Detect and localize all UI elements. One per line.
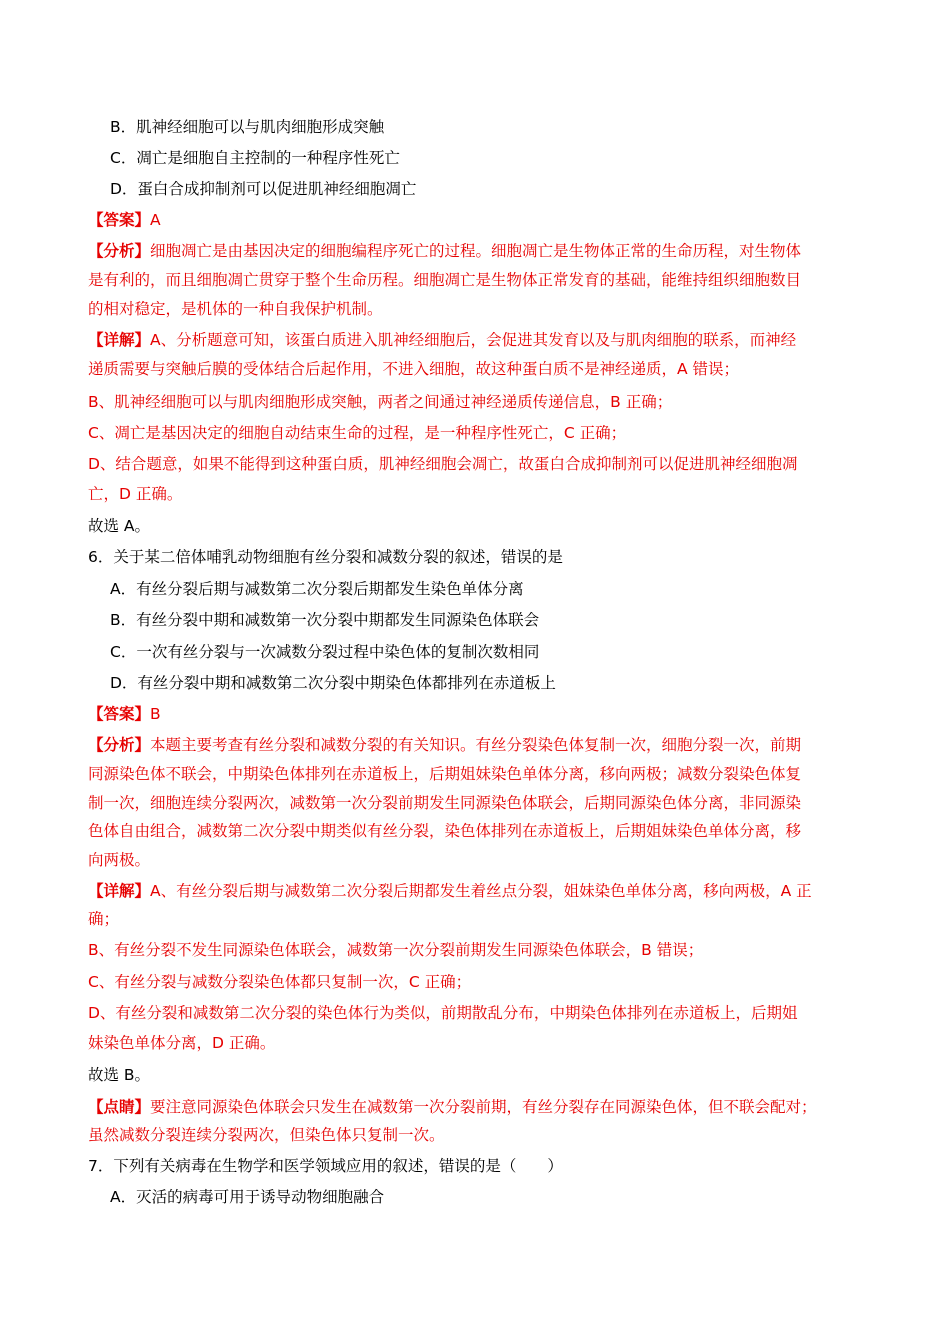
q5-detail-line-3: B、肌神经细胞可以与肌肉细胞形成突触，两者之间通过神经递质传递信息，B 正确；: [88, 393, 673, 411]
q6-answer-line: [88, 703, 161, 725]
q6-stem: 6．关于某二倍体哺乳动物细胞有丝分裂和减数分裂的叙述，错误的是: [88, 548, 563, 566]
q6-remark-line-2: 虽然减数分裂连续分裂两次，但染色体只复制一次。: [88, 1126, 445, 1144]
q5-detail-line-6: 亡，D 正确。: [88, 485, 183, 503]
q5-detail-line-5: D、结合题意，如果不能得到这种蛋白质，肌神经细胞会凋亡，故蛋白合成抑制剂可以促进肌神经细胞凋: [88, 455, 798, 473]
analysis-tag: 【分析】: [88, 736, 151, 754]
q6-analysis-line-5: 向两极。: [88, 851, 151, 869]
q5-analysis-text: 细胞凋亡是由基因决定的细胞编程序死亡的过程。细胞凋亡是生物体正常的生命历程，对生物体: [150, 242, 802, 260]
analysis-tag: 【分析】: [88, 242, 151, 260]
q6-detail-text: A、有丝分裂后期与减数第二次分裂后期都发生着丝点分裂，姐妹染色单体分离，移向两极，A 正: [150, 882, 812, 900]
q6-detail-line-6: 妹染色单体分离，D 正确。: [88, 1034, 276, 1052]
answer-tag: 【答案】: [88, 705, 151, 723]
q6-option-c: C．一次有丝分裂与一次减数分裂过程中染色体的复制次数相同: [110, 643, 540, 661]
q7-option-a: A．灭活的病毒可用于诱导动物细胞融合: [110, 1188, 385, 1206]
q6-detail-line-3: B、有丝分裂不发生同源染色体联会，减数第一次分裂前期发生同源染色体联会，B 错误；: [88, 941, 704, 959]
q6-option-b: B．有丝分裂中期和减数第一次分裂中期都发生同源染色体联会: [110, 611, 540, 629]
q5-answer-line: [88, 209, 161, 231]
q5-detail-line-2: 递质需要与突触后膜的受体结合后起作用，不进入细胞，故这种蛋白质不是神经递质，A 错误；: [88, 360, 740, 378]
q5-answer: A: [150, 211, 161, 229]
q5-option-b: B．肌神经细胞可以与肌肉细胞形成突触: [110, 118, 385, 136]
q6-analysis-line-4: 色体自由组合，减数第二次分裂中期类似有丝分裂，染色体排列在赤道板上，后期姐妹染色单体分离，移: [88, 822, 802, 840]
answer-tag: 【答案】: [88, 211, 151, 229]
q5-detail-line-4: C、凋亡是基因决定的细胞自动结束生命的过程，是一种程序性死亡，C 正确；: [88, 424, 627, 442]
q6-option-d: D．有丝分裂中期和减数第二次分裂中期染色体都排列在赤道板上: [110, 674, 556, 692]
q5-analysis-line-1: [88, 240, 801, 262]
q5-analysis-line-3: 的相对稳定，是机体的一种自我保护机制。: [88, 300, 383, 318]
q6-remark-text: 要注意同源染色体联会只发生在减数第一次分裂前期，有丝分裂存在同源染色体，但不联会配对；: [150, 1098, 817, 1116]
detail-tag: 【详解】: [88, 882, 151, 900]
q6-analysis-line-2: 同源染色体不联会，中期染色体排列在赤道板上，后期姐妹染色单体分离，移向两极；减数分裂染色体复: [88, 765, 802, 783]
q5-conclusion: 故选 A。: [88, 517, 151, 535]
q6-option-a: A．有丝分裂后期与减数第二次分裂后期都发生染色单体分离: [110, 580, 524, 598]
q6-analysis-text: 本题主要考查有丝分裂和减数分裂的有关知识。有丝分裂染色体复制一次，细胞分裂一次，前期: [150, 736, 802, 754]
q6-detail-line-5: D、有丝分裂和减数第二次分裂的染色体行为类似，前期散乱分布，中期染色体排列在赤道板上，后期姐: [88, 1004, 798, 1022]
q6-remark-line-1: [88, 1096, 817, 1118]
q6-detail-line-4: C、有丝分裂与减数分裂染色体都只复制一次，C 正确；: [88, 973, 472, 991]
q6-answer: B: [150, 705, 161, 723]
q5-option-c: C．凋亡是细胞自主控制的一种程序性死亡: [110, 149, 400, 167]
remark-tag: 【点睛】: [88, 1098, 151, 1116]
q6-analysis-line-1: [88, 734, 801, 756]
q5-option-d: D．蛋白合成抑制剂可以促进肌神经细胞凋亡: [110, 180, 417, 198]
q5-detail-text: A、分析题意可知，该蛋白质进入肌神经细胞后，会促进其发育以及与肌肉细胞的联系，而神经: [150, 331, 797, 349]
q5-analysis-line-2: 是有利的，而且细胞凋亡贯穿于整个生命历程。细胞凋亡是生物体正常发育的基础，能维持组织细胞数目: [88, 271, 802, 289]
q6-detail-line-1: [88, 880, 812, 902]
q6-analysis-line-3: 制一次，细胞连续分裂两次，减数第一次分裂前期发生同源染色体联会，后期同源染色体分离，非同源染: [88, 794, 802, 812]
q6-conclusion: 故选 B。: [88, 1066, 151, 1084]
q7-stem: 7．下列有关病毒在生物学和医学领域应用的叙述，错误的是（ ）: [88, 1157, 563, 1175]
detail-tag: 【详解】: [88, 331, 151, 349]
q5-detail-line-1: [88, 329, 796, 351]
q6-detail-line-2: 确；: [88, 910, 120, 928]
